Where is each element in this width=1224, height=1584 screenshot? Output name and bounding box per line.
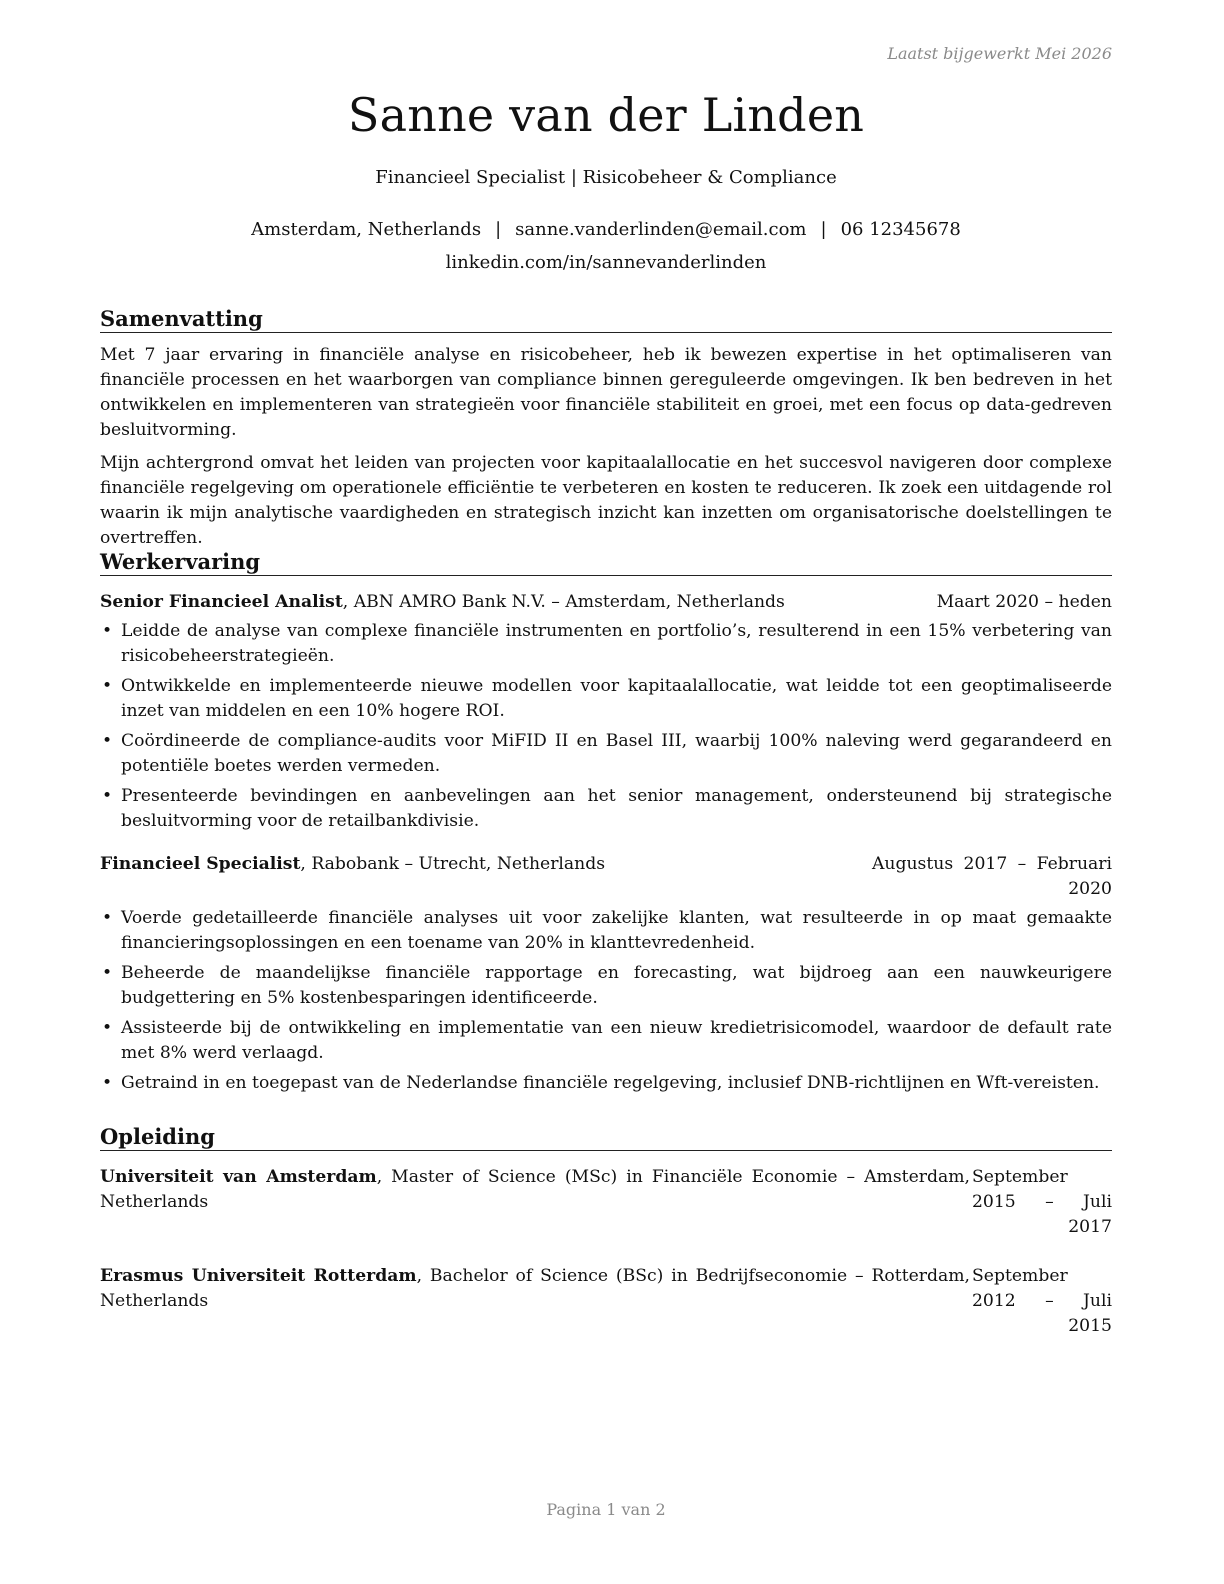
education-school: Erasmus Universiteit Rotterdam [100,1266,417,1286]
job-dates: Augustus 2017 – Februari 2020 [872,854,1112,899]
job-bullets [100,619,1112,834]
job-header [100,590,1112,615]
job-bullet: • Presenteerde bevindingen en aanbevelingen aan het senior management, ondersteunend bij strategische besluitvorming voor de retailbankdivisie. [100,784,1112,834]
education-dates: September 2015 – Juli 2017 [972,1167,1112,1237]
section-title-experience: Werkervaring [100,549,1112,576]
candidate-name: Sanne van der Linden [347,88,865,142]
job-company: , ABN AMRO Bank N.V. – Amsterdam, Netherlands [342,592,785,612]
section-title-education: Opleiding [100,1124,1112,1151]
section-title-summary: Samenvatting [100,306,1112,333]
education-dates: September 2012 – Juli 2015 [972,1266,1112,1336]
job-bullet: • Getraind in en toegepast van de Nederlandse financiële regelgeving, inclusief DNB-richtlijnen en Wft-vereisten. [100,1071,1112,1096]
job-bullet: • Coördineerde de compliance-audits voor MiFID II en Basel III, waarbij 100% naleving werd gegarandeerd en potentiële boetes werden vermeden. [100,729,1112,779]
contact-separator: | [820,219,827,240]
job-bullets [100,906,1112,1096]
job-bullet: • Leidde de analyse van complexe financiële instrumenten en portfolio’s, resulterend in een 15% verbetering van risicobeheerstrategieën. [100,619,1112,669]
education-entry [100,1264,1112,1339]
job-bullet: • Beheerde de maandelijkse financiële rapportage en forecasting, wat bijdroeg aan een nauwkeurigere budgettering en 5% kostenbesparingen identificeerde. [100,961,1112,1011]
job-role: Senior Financieel Analist [100,592,343,612]
page-number: Pagina 1 van 2 [546,1500,666,1519]
contact-linkedin[interactable]: linkedin.com/in/sannevanderlinden [445,252,767,273]
job-role: Financieel Specialist [100,854,301,874]
education-description [100,1264,970,1339]
job-bullet: • Assisteerde bij de ontwikkeling en implementatie van een nieuw kredietrisicomodel, waardoor de default rate met 8% werd verlaagd. [100,1016,1112,1066]
summary-paragraph: Mijn achtergrond omvat het leiden van projecten voor kapitaalallocatie en het succesvol navigeren door complexe financiële regelgeving om operationele efficiëntie te verbeteren en kosten te reduceren. Ik zoek een uitdagende rol waarin ik mijn analytische vaardigheden en strategisch inzicht kan inzetten om organisatorische doelstellingen te overtreffen. [100,453,1112,548]
education-description [100,1165,970,1240]
contact-separator: | [495,219,502,240]
summary-paragraph: Met 7 jaar ervaring in financiële analyse en risicobeheer, heb ik bewezen expertise in het optimaliseren van financiële processen en het waarborgen van compliance binnen gereguleerde omgevingen. Ik ben bedreven in het ontwikkelen en implementeren van strategieën voor financiële stabiliteit en groei, met een focus op data-gedreven besluitvorming. [100,345,1112,440]
education-entry [100,1165,1112,1240]
job-entry [100,590,1112,834]
last-updated: Laatst bijgewerkt Mei 2026 [887,44,1112,63]
contact-line [0,219,1212,240]
education-school: Universiteit van Amsterdam [100,1167,377,1187]
summary-section [100,306,1112,551]
job-entry [100,852,1112,1096]
job-title-line [100,852,605,902]
job-title-line [100,590,785,615]
contact-location: Amsterdam, Netherlands [251,219,482,240]
job-header [100,852,1112,902]
contact-email[interactable]: sanne.vanderlinden@email.com [515,219,807,240]
education-section [100,1124,1112,1339]
experience-section [100,549,1112,1101]
job-dates: Maart 2020 – heden [936,592,1112,612]
education-detail: , Bachelor of Science (BSc) in Bedrijfseconomie – Rotterdam, Netherlands [100,1266,970,1311]
job-bullet: • Ontwikkelde en implementeerde nieuwe modellen voor kapitaalallocatie, wat leidde tot een geoptimaliseerde inzet van middelen en een 10% hogere ROI. [100,674,1112,724]
education-detail: , Master of Science (MSc) in Financiële Economie – Amsterdam, Netherlands [100,1167,970,1212]
candidate-subtitle: Financieel Specialist | Risicobeheer & Compliance [375,167,837,188]
contact-phone: 06 12345678 [840,219,961,240]
job-bullet: • Voerde gedetailleerde financiële analyses uit voor zakelijke klanten, wat resulteerde in op maat gemaakte financieringsoplossingen en een toename van 20% in klanttevredenheid. [100,906,1112,956]
job-company: , Rabobank – Utrecht, Netherlands [300,854,606,874]
